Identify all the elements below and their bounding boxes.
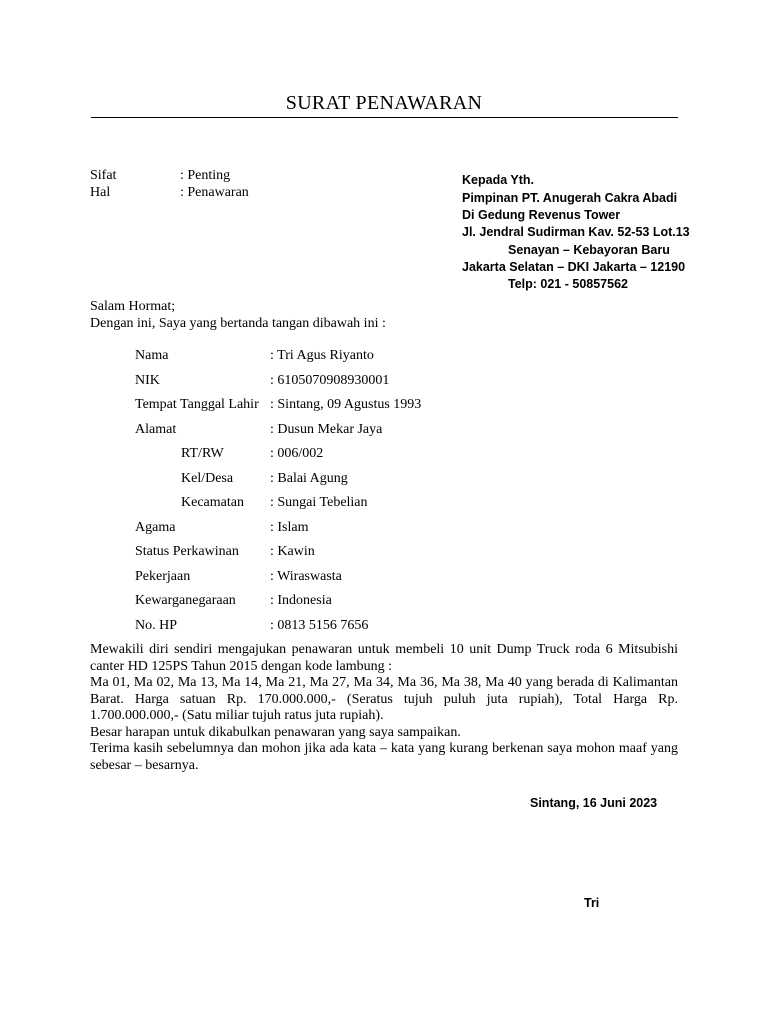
identity-key: NIK: [135, 373, 160, 388]
identity-key: Tempat Tanggal Lahir: [135, 397, 259, 412]
identity-key: Kewarganegaraan: [135, 593, 236, 608]
meta-key: Sifat: [90, 168, 117, 183]
body-paragraph: Mewakili diri sendiri mengajukan penawaran untuk membeli 10 unit Dump Truck roda 6 Mitsubishi canter HD 125PS Tahun 2015 dengan kode lambung :: [90, 642, 678, 674]
identity-value: : Kawin: [270, 544, 315, 559]
identity-key: Kecamatan: [181, 495, 244, 510]
body-paragraph: Terima kasih sebelumnya dan mohon jika ada kata – kata yang kurang berkenan saya mohon maaf yang sebesar – besarnya.: [90, 741, 678, 773]
identity-value: : Sungai Tebelian: [270, 495, 368, 510]
identity-key: No. HP: [135, 618, 178, 633]
body-paragraph: Besar harapan untuk dikabulkan penawaran yang saya sampaikan.: [90, 724, 461, 740]
identity-key: Status Perkawinan: [135, 544, 239, 559]
recipient-line: Senayan – Kebayoran Baru: [508, 243, 670, 257]
identity-value: : Dusun Mekar Jaya: [270, 422, 383, 437]
place-date: Sintang, 16 Juni 2023: [530, 796, 658, 810]
identity-key: Kel/Desa: [181, 471, 234, 486]
identity-value: : 6105070908930001: [270, 373, 390, 388]
identity-key: Pekerjaan: [135, 569, 191, 584]
recipient-line: Telp: 021 - 50857562: [508, 277, 628, 291]
identity-value: : Wiraswasta: [270, 569, 342, 584]
recipient-line: Kepada Yth.: [462, 173, 535, 187]
identity-key: RT/RW: [181, 446, 224, 461]
recipient-line: Jl. Jendral Sudirman Kav. 52-53 Lot.13: [462, 225, 690, 239]
meta-value: : Penawaran: [180, 185, 249, 200]
salutation: Salam Hormat;: [90, 299, 176, 314]
identity-key: Alamat: [135, 422, 177, 437]
identity-value: : Balai Agung: [270, 471, 348, 486]
identity-key: Agama: [135, 520, 176, 535]
identity-value: : Indonesia: [270, 593, 332, 608]
signer-name: Tri: [584, 896, 600, 910]
letter-title: SURAT PENAWARAN: [285, 92, 483, 114]
recipient-line: Pimpinan PT. Anugerah Cakra Abadi: [462, 191, 678, 205]
recipient-line: Di Gedung Revenus Tower: [462, 208, 621, 222]
recipient-line: Jakarta Selatan – DKI Jakarta – 12190: [462, 260, 686, 274]
letter-body: [90, 642, 678, 774]
identity-value: : Sintang, 09 Agustus 1993: [270, 397, 422, 412]
body-paragraph: Ma 01, Ma 02, Ma 13, Ma 14, Ma 21, Ma 27, Ma 34, Ma 36, Ma 38, Ma 40 yang berada di Kalimantan Barat. Harga satuan Rp. 170.000.000,- (Seratus tujuh puluh juta rupiah), Total Harga Rp. 1.700.000.000,- (Satu miliar tujuh ratus juta rupiah).: [90, 675, 678, 723]
meta-key: Hal: [90, 185, 111, 200]
meta-value: : Penting: [180, 168, 231, 183]
identity-value: : Tri Agus Riyanto: [270, 348, 374, 363]
identity-value: : Islam: [270, 520, 309, 535]
identity-value: : 006/002: [270, 446, 324, 461]
title-underline: [91, 117, 678, 118]
identity-value: : 0813 5156 7656: [270, 618, 369, 633]
identity-key: Nama: [135, 348, 169, 363]
intro-line: Dengan ini, Saya yang bertanda tangan dibawah ini :: [90, 316, 386, 331]
